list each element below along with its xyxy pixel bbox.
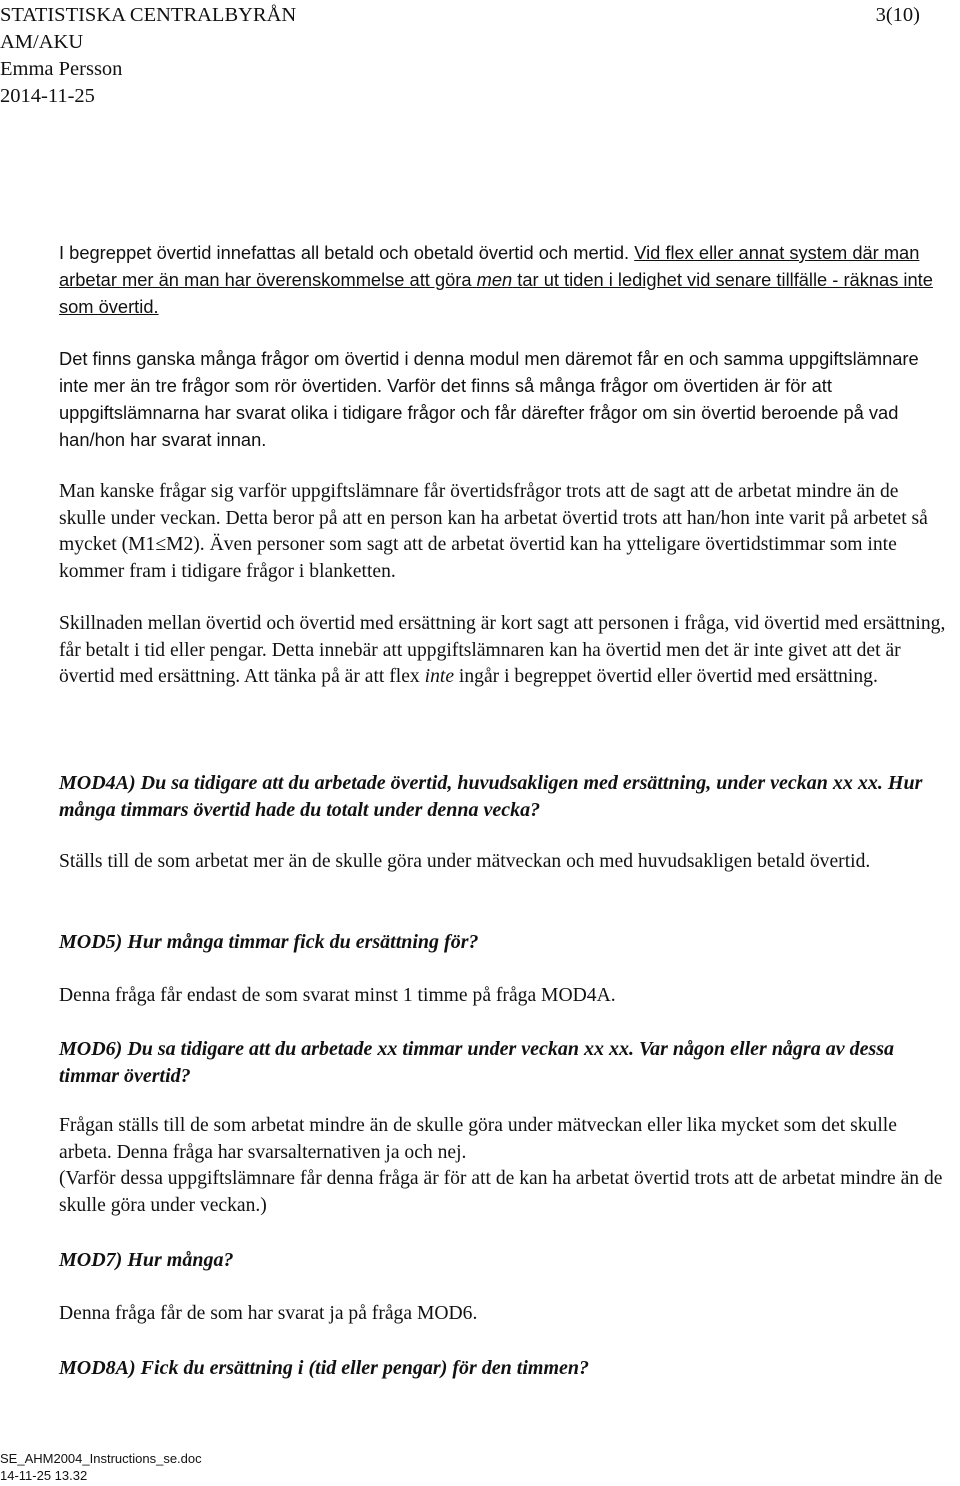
question-mod5: MOD5) Hur många timmar fick du ersättning för? — [59, 931, 479, 953]
text-span: Vid flex eller annat system där man arbetar mer än man har överenskommelse att göra — [59, 242, 920, 290]
note-mod7: Denna fråga får de som har svarat ja på fråga MOD6. — [59, 1303, 478, 1324]
footer-timestamp: 14-11-25 13.32 — [0, 1468, 88, 1483]
paragraph-why-questions: Man kanske frågar sig varför uppgiftslämnare får övertidsfrågor trots att de sagt att de arbetat mindre än de skulle under veckan. Detta beror på att en person kan ha arbetat övertid trots att han/hon inte varit på arbetet så mycket (M1≤M2). Även personer som sagt att de arbetat övertid kan ha ytteligare övertidstimmar som inte kommer fram i tidigare frågor i blanketten. — [59, 481, 928, 582]
text-span: I begreppet övertid innefattas all betald och obetald övertid och mertid. — [59, 242, 635, 263]
text-span: (Varför dessa uppgiftslämnare får denna fråga är för att de kan ha arbetat övertid trots att de arbetat mindre än de skulle göra under veckan.) — [59, 1168, 943, 1216]
unit-code: AM/AKU — [0, 31, 84, 53]
note-mod6 — [59, 1113, 949, 1219]
question-mod4a: MOD4A) Du sa tidigare att du arbetade övertid, huvudsakligen med ersättning, under veckan xx xx. Hur många timmars övertid hade du totalt under denna vecka? — [59, 772, 923, 821]
text-span: Skillnaden mellan övertid och övertid med ersättning är kort sagt att personen i fråga, vid övertid med ersättning, får betalt i tid eller pengar. Detta innebär att uppgiftslämnaren kan ha övertid men det är inte givet att det är övertid med ersättning. Att tänka på är att flex — [59, 613, 946, 687]
page-number: 3(10) — [875, 4, 920, 26]
document-date: 2014-11-25 — [0, 85, 95, 107]
note-mod5: Denna fråga får endast de som svarat minst 1 timme på fråga MOD4A. — [59, 985, 616, 1006]
italic-text: inte — [424, 666, 455, 687]
text-span: tar ut tiden i ledighet vid senare tillfälle - räknas inte som övertid. — [59, 269, 933, 317]
paragraph-question-count: Det finns ganska många frågor om övertid i denna modul men däremot får en och samma uppgiftslämnare inte mer än tre frågor som rör övertiden. Varför det finns så många frågor om övertiden är för att uppgiftslämnarna har svarat olika i tidigare frågor och får därefter frågor om sin övertid beroende på vad han/hon har svarat innan. — [59, 348, 919, 450]
footer-filename: SE_AHM2004_Instructions_se.doc — [0, 1451, 202, 1466]
org-name: STATISTISKA CENTRALBYRÅN — [0, 4, 297, 26]
author-name: Emma Persson — [0, 58, 123, 80]
paragraph-difference — [59, 611, 949, 691]
question-mod7: MOD7) Hur många? — [59, 1249, 234, 1271]
question-mod8a: MOD8A) Fick du ersättning i (tid eller pengar) för den timmen? — [59, 1357, 590, 1379]
note-mod4a: Ställs till de som arbetat mer än de skulle göra under mätveckan och med huvudsakligen betald övertid. — [59, 851, 871, 872]
text-span: Frågan ställs till de som arbetat mindre än de skulle göra under mätveckan eller lika mycket som det skulle arbeta. Denna fråga har svarsalternativen ja och nej. — [59, 1115, 897, 1163]
italic-text: men — [476, 269, 513, 290]
question-mod6: MOD6) Du sa tidigare att du arbetade xx timmar under veckan xx xx. Var någon eller några av dessa timmar övertid? — [59, 1038, 895, 1087]
text-span: ingår i begreppet övertid eller övertid med ersättning. — [454, 666, 878, 687]
paragraph-overtime-definition — [59, 239, 949, 320]
